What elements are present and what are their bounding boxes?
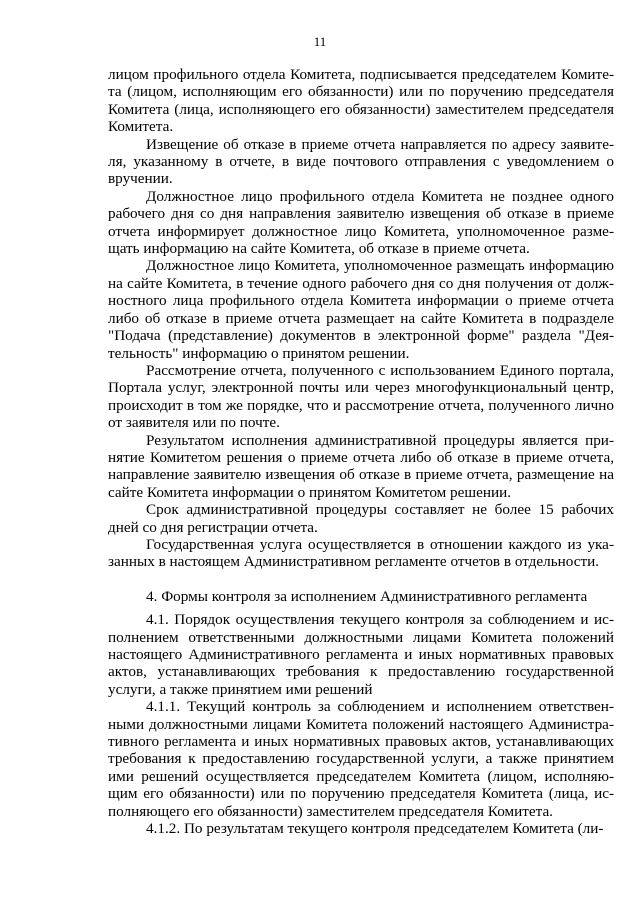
paragraph-each-report: Государственная услуга осуществляется в отношении каждого из указанных в настоящем Административном регламенте отчетов в отдельности.	[108, 535, 614, 571]
paragraph-official-informs: Должностное лицо профильного отдела Комитета не позднее одного рабочего дня со дня направления заявителю извещения об отказе в приеме отчета информирует должностное лицо Комитета, уполномоченное размещать информацию на сайте Комитета, об отказе в приеме отчета.	[108, 187, 614, 258]
paragraph-continued: лицом профильного отдела Комитета, подписывается председателем Комитета (лицом, исполняющим его обязанности) или по поручению председателя Комитета (лица, исполняющего его обязанности) заместителем председателя Комитета.	[108, 66, 614, 136]
page-number: 11	[313, 34, 327, 49]
paragraph-4-1: 4.1. Порядок осуществления текущего контроля за соблюдением и исполнением ответственными должностными лицами Комитета положений настоящего Административного регламента и иных нормативных правовых актов, устанавливающих требования к предоставлению государственной услуги, а также принятием ими решений	[108, 611, 614, 698]
section-heading: 4. Формы контроля за исполнением Административного регламента	[146, 587, 588, 605]
paragraph-electronic-review: Рассмотрение отчета, полученного с использованием Единого портала, Портала услуг, электронной почты или через многофункциональный центр, происходит в том же порядке, что и рассмотрение отчета, полученного лично от заявителя или по почте.	[108, 361, 614, 432]
paragraph-4-1-1: 4.1.1. Текущий контроль за соблюдением и исполнением ответственными должностными лицами Комитета положений настоящего Административного регламента и иных нормативных правовых актов, устанавливающих требования к предоставлению государственной услуги, а также принятием ими решений осуществляется председателем Комитета (лицом, исполняющим его обязанности) или по поручению председателя Комитета (лица, исполняющего его обязанности) заместителем председателя Комитета.	[108, 698, 614, 820]
paragraph-4-1-2: 4.1.2. По результатам текущего контроля председателем Комитета (ли-	[146, 820, 604, 838]
paragraph-procedure-result: Результатом исполнения административной процедуры является принятие Комитетом решения о приеме отчета либо об отказе в приеме отчета, направление заявителю извещения об отказе в приеме отчета, размещение на сайте Комитета информации о принятом Комитетом решении.	[108, 431, 614, 501]
page-body	[108, 66, 614, 837]
paragraph-site-publication: Должностное лицо Комитета, уполномоченное размещать информацию на сайте Комитета, в течение одного рабочего дня со дня получения от должностного лица профильного отдела Комитета информации о приеме отчета либо об отказе в приеме отчета размещает на сайте Комитета в подразделе "Подача (представление) документов в электронной форме" раздела "Деятельность" информацию о принятом решении.	[108, 257, 614, 362]
paragraph-procedure-term: Срок административной процедуры составляет не более 15 рабочих дней со дня регистрации отчета.	[108, 501, 614, 536]
paragraph-refusal-notice: Извещение об отказе в приеме отчета направляется по адресу заявителя, указанному в отчете, в виде почтового отправления с уведомлением о вручении.	[108, 135, 614, 188]
